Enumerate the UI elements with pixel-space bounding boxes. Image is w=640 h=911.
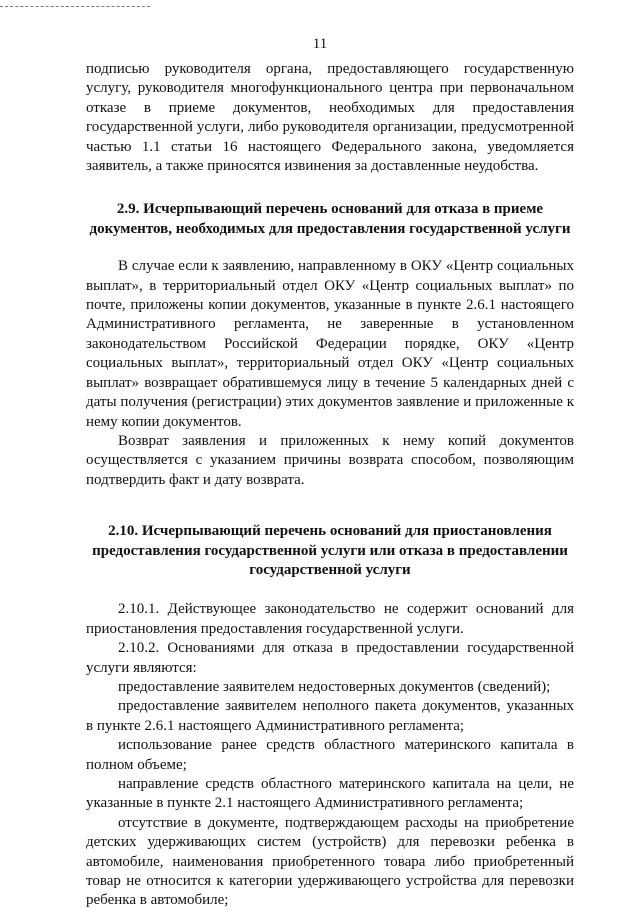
section-heading-2-10: 2.10. Исчерпывающий перечень оснований для приостановления предоставления государственной услуги или отказа в предоставлении государственной услуги	[92, 523, 568, 578]
list-item-missing-product-name: отсутствие в документе, подтверждающем расходы на приобретение детских удерживающих систем (устройств) для перевозки ребенка в автомобиле, наименования приобретенного товара либо приобретенный товар не относится к категории удерживающего устройства для перевозки ребенка в автомобиле;	[86, 814, 574, 909]
list-item-capital-used: использование ранее средств областного материнского капитала в полном объеме;	[86, 737, 574, 773]
page-content	[86, 60, 574, 911]
scan-edge-line	[0, 6, 150, 7]
list-item-unreliable-documents: предоставление заявителем недостоверных документов (сведений);	[118, 678, 551, 695]
list-item-improper-purpose: направление средств областного материнского капитала на цели, не указанные в пункте 2.1 настоящего Административного регламента;	[86, 776, 574, 812]
list-item-incomplete-package: предоставление заявителем неполного пакета документов, указанных в пункте 2.6.1 настоящего Административного регламента;	[86, 698, 574, 734]
paragraph-return-method: Возврат заявления и приложенных к нему копий документов осуществляется с указанием причины возврата способом, позволяющим подтвердить факт и дату возврата.	[86, 432, 574, 488]
paragraph-continuation: подписью руководителя органа, предоставляющего государственную услугу, руководителя многофункционального центра при первоначальном отказе в приеме документов, необходимых для предоставления государственной услуги, либо руководителя организации, предусмотренной частью 1.1 статьи 16 настоящего Федерального закона, уведомляется заявитель, а также приносятся извинения за доставленные неудобства.	[86, 61, 574, 175]
paragraph-return-documents: В случае если к заявлению, направленному в ОКУ «Центр социальных выплат», в территориальный отдел ОКУ «Центр социальных выплат» по почте, приложены копии документов, указанные в пункте 2.6.1 настоящего Административного регламента, не заверенные в установленном законодательством Российской Федерации порядке, ОКУ «Центр социальных выплат», территориальный отдел ОКУ «Центр социальных выплат» возвращает обратившемуся лицу в течение 5 календарных дней с даты получения (регистрации) этих документов заявление и приложенные к нему копии документов.	[86, 258, 574, 430]
paragraph-2-10-2: 2.10.2. Основаниями для отказа в предоставлении государственной услуги являются:	[86, 640, 574, 676]
page-number: 11	[312, 36, 328, 52]
paragraph-2-10-1: 2.10.1. Действующее законодательство не содержит оснований для приостановления предоставления государственной услуги.	[86, 601, 574, 637]
section-heading-2-9: 2.9. Исчерпывающий перечень оснований для отказа в приеме документов, необходимых для предоставления государственной услуги	[89, 201, 571, 237]
